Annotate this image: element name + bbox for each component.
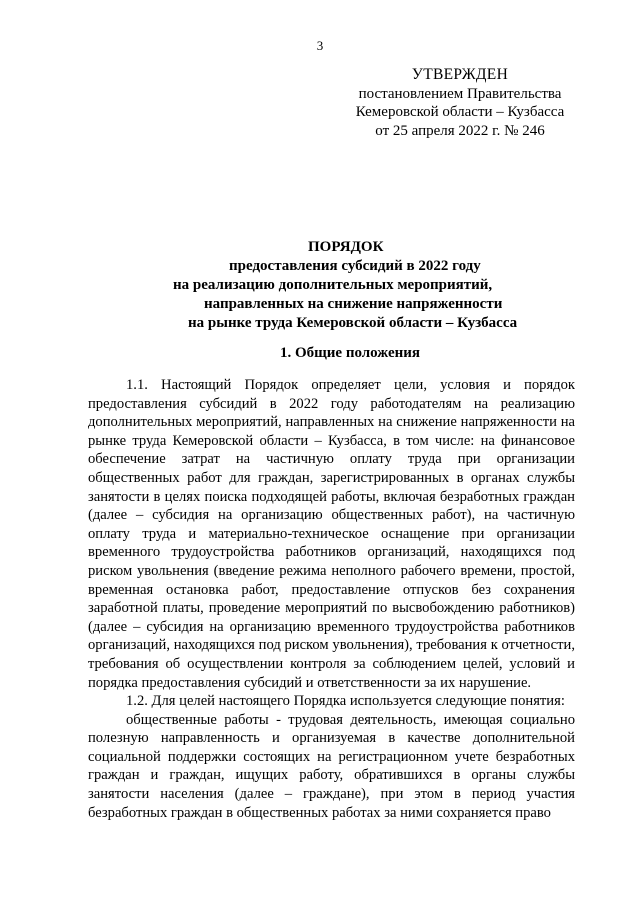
section-heading: 1. Общие положения: [279, 345, 421, 361]
approval-line: постановлением Правительства: [358, 85, 562, 102]
paragraph: 1.1. Настоящий Порядок определяет цели, условия и порядок предоставления субсидий в 2022 году работодателям на реализацию дополнительных мероприятий, направленных на снижение напряженности на рынке труда Кемеровской области – Кузбасса, в том числе: на финансовое обеспечение затрат на частичную оплату труда при организации общественных работ для граждан, зарегистрированных в органах службы занятости в целях поиска подходящей работы, включая безработных граждан (далее – субсидия на организацию общественных работ), на частичную оплату труда и материально-техническое оснащение при организации временного трудоустройства работников организаций, находящихся под риском увольнения (введение режима неполного рабочего времени, простой, временная остановка работ, предоставление отпусков без сохранения заработной платы, проведение мероприятий по высвобождению работников) (далее – субсидия на организацию временного трудоустройства работников организаций, находящихся под риском увольнения), требования к отчетности, требования об осуществлении контроля за соблюдением целей, условий и порядка предоставления субсидий и ответственности за их нарушение.: [88, 377, 575, 691]
approval-block: [320, 66, 600, 140]
approval-line: Кемеровской области – Кузбасса: [355, 104, 565, 120]
approval-line: от 25 апреля 2022 г. № 246: [375, 122, 545, 139]
document-body: [88, 376, 575, 822]
approval-status: УТВЕРЖДЕН: [411, 66, 509, 83]
title-line: предоставления субсидий в 2022 году: [229, 258, 481, 274]
title-line: ПОРЯДОК: [308, 239, 384, 255]
title-line: направленных на снижение напряженности: [204, 296, 503, 312]
paragraph: общественные работы - трудовая деятельность, имеющая социально полезную направленность и организуемая в качестве дополнительной социальной поддержки состоящих на регистрационном учете безработных граждан и граждан, ищущих работу, обратившихся в органы службы занятости населения (далее – граждане), при этом в период участия безработных граждан в общественных работах за ними сохраняется право: [88, 711, 575, 821]
title-line: на реализацию дополнительных мероприятий,: [173, 277, 493, 293]
title-line: на рынке труда Кемеровской области – Кузбасса: [188, 315, 518, 331]
document-title: [60, 238, 640, 333]
page-number: 3: [316, 38, 324, 53]
paragraph: 1.2. Для целей настоящего Порядка используется следующие понятия:: [126, 693, 565, 710]
